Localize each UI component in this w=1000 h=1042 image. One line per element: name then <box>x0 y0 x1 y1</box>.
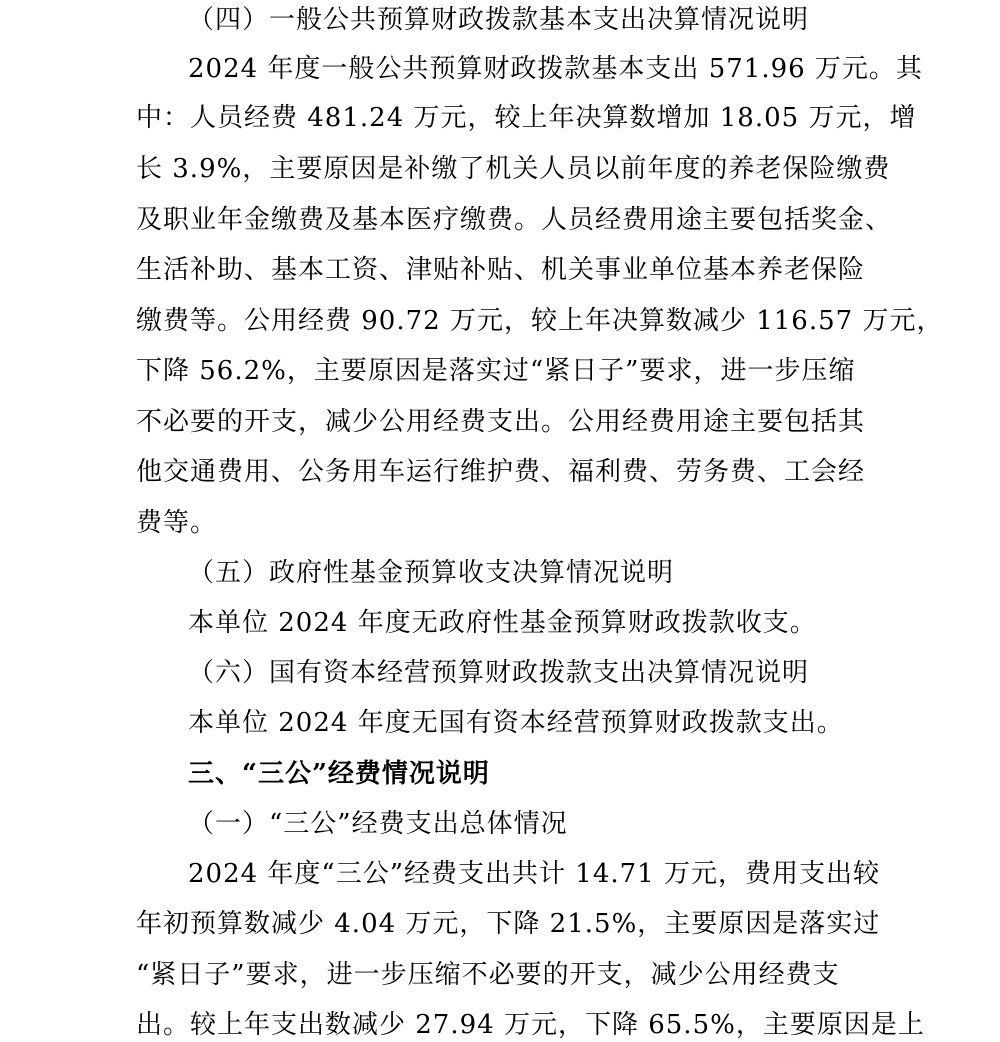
paragraph-line: “紧日子”要求，进一步压缩不必要的开支，减少公用经费支 <box>136 960 840 990</box>
paragraph-line: 下降 56.2%，主要原因是落实过“紧日子”要求，进一步压缩 <box>136 356 856 386</box>
paragraph-line: 出。较上年支出数减少 27.94 万元，下降 65.5%，主要原因是上 <box>136 1010 925 1040</box>
paragraph-line: 长 3.9%，主要原因是补缴了机关人员以前年度的养老保险缴费 <box>136 154 891 184</box>
paragraph-line: 2024 年度一般公共预算财政拨款基本支出 571.96 万元。其 <box>188 54 923 84</box>
paragraph-line: 2024 年度“三公”经费支出共计 14.71 万元，费用支出较 <box>188 859 880 889</box>
paragraph-line: 不必要的开支，减少公用经费支出。公用经费用途主要包括其 <box>136 407 866 437</box>
paragraph-line: 本单位 2024 年度无政府性基金预算财政拨款收支。 <box>188 608 817 638</box>
section-heading-1: （一）“三公”经费支出总体情况 <box>188 809 568 839</box>
section-heading-4: （四）一般公共预算财政拨款基本支出决算情况说明 <box>188 5 810 35</box>
section-heading-5: （五）政府性基金预算收支决算情况说明 <box>188 558 675 588</box>
paragraph-line: 缴费等。公用经费 90.72 万元，较上年决算数减少 116.57 万元， <box>136 306 944 336</box>
paragraph-line: 生活补助、基本工资、津贴补贴、机关事业单位基本养老保险 <box>136 255 866 285</box>
paragraph-line: 中：人员经费 481.24 万元，较上年决算数增加 18.05 万元，增 <box>136 103 917 133</box>
paragraph-line: 年初预算数减少 4.04 万元，下降 21.5%，主要原因是落实过 <box>136 909 881 939</box>
paragraph-line: 他交通费用、公务用车运行维护费、福利费、劳务费、工会经 <box>136 457 866 487</box>
paragraph-line: 费等。 <box>136 508 218 538</box>
paragraph-line: 及职业年金缴费及基本医疗缴费。人员经费用途主要包括奖金、 <box>136 205 893 235</box>
section-heading-three-public: 三、“三公”经费情况说明 <box>188 759 490 789</box>
section-heading-6: （六）国有资本经营预算财政拨款支出决算情况说明 <box>188 658 810 688</box>
paragraph-line: 本单位 2024 年度无国有资本经营预算财政拨款支出。 <box>188 708 844 738</box>
